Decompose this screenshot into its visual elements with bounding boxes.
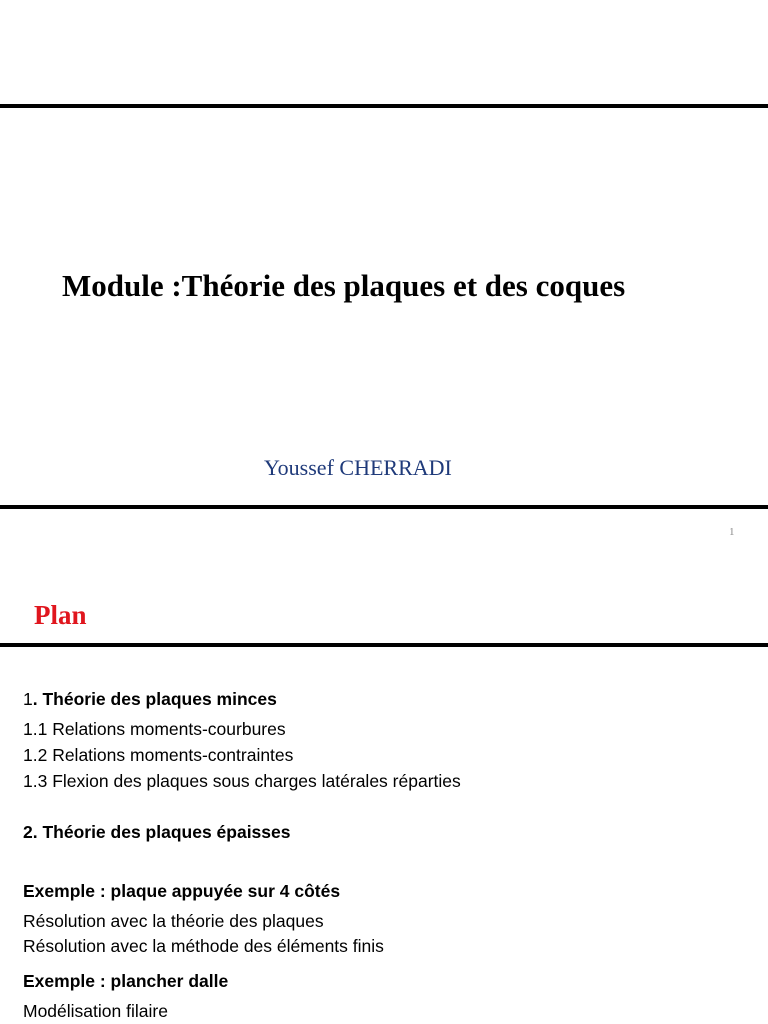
author-name: Youssef CHERRADI — [264, 455, 452, 480]
example-2-heading: Exemple : plancher dalle — [23, 971, 229, 991]
list-item: Résolution avec la théorie des plaques — [23, 911, 324, 931]
list-item: 1.3 Flexion des plaques sous charges latérales réparties — [23, 771, 461, 791]
list-item: 1.1 Relations moments-courbures — [23, 719, 286, 739]
section-1-heading — [23, 689, 277, 710]
plan-heading: Plan — [34, 600, 87, 630]
plan-rule — [0, 643, 768, 647]
example-1-heading: Exemple : plaque appuyée sur 4 côtés — [23, 881, 341, 901]
section-2-heading: 2. Théorie des plaques épaisses — [23, 822, 291, 842]
slide-title: Module :Théorie des plaques et des coques — [62, 268, 626, 303]
list-item: Modélisation filaire — [23, 1001, 168, 1021]
slide-separator-rule — [0, 505, 768, 509]
list-item: Résolution avec la méthode des éléments finis — [23, 936, 384, 956]
section-1-title: . Théorie des plaques minces — [32, 689, 277, 709]
list-item: 1.2 Relations moments-contraintes — [23, 745, 294, 765]
page-number: 1 — [729, 526, 735, 538]
top-rule — [0, 104, 768, 108]
section-1-number: 1 — [23, 689, 33, 709]
